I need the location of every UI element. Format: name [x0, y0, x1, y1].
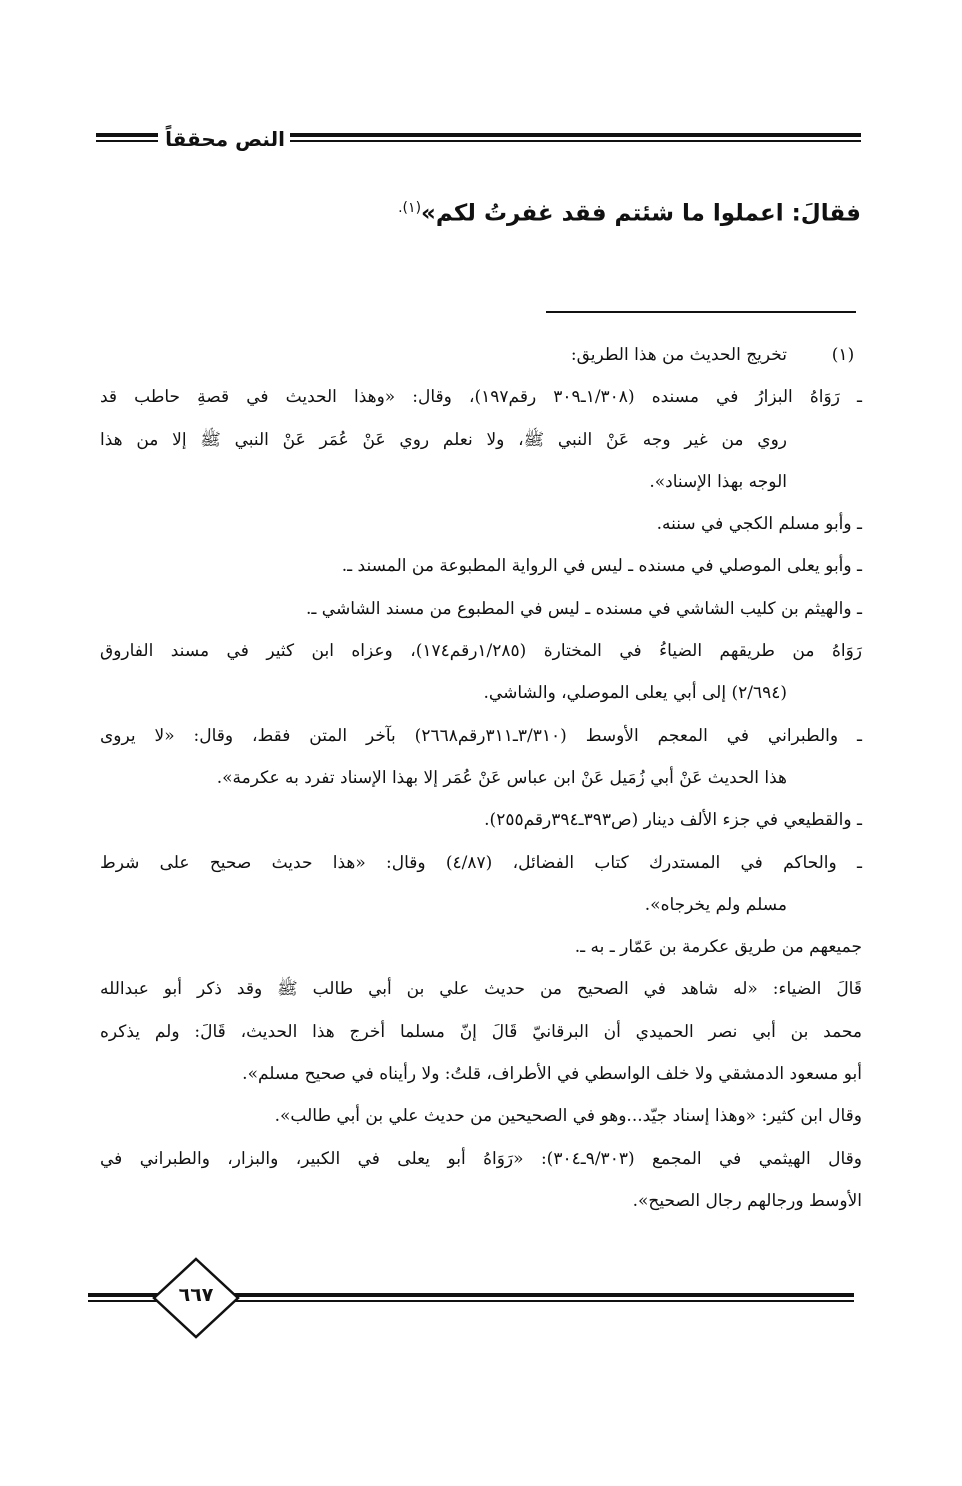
footnote-line: ـ وأبو مسلم الكجي في سننه.: [656, 514, 862, 535]
running-header-title: النص محققاً: [165, 127, 285, 151]
footnote-number: (١): [831, 345, 855, 365]
header-rule-left-thin: [96, 140, 158, 142]
footnote-line: مسلم ولم يخرجاه».: [644, 894, 787, 915]
footnote-line: وقال ابن كثير: «وهذا إسناد جيّد...وهو في الصحيحين من حديث علي بن أبي طالب».: [274, 1106, 862, 1127]
footnote-line: ـ والطبراني في المعجم الأوسط (٣/٣١٠ـ٣١١رقم٢٦٦٨) بآخر المتن فقط، وقال: «لا يروى: [100, 725, 862, 746]
footnote-line: أبو مسعود الدمشقي ولا خلف الواسطي في الأطراف، قلتُ: ولا رأيناه في صحيح مسلم».: [242, 1064, 862, 1085]
footer-rule-right-thick: [234, 1293, 854, 1297]
footer-rule-right-thin: [234, 1300, 854, 1302]
footnote-line: (١) تخريج الحديث من هذا الطريق:: [100, 334, 787, 376]
page-number: ٦٦٧: [178, 1284, 214, 1306]
main-text: [101, 188, 861, 234]
footnote-line: ـ وأبو يعلى الموصلي في مسنده ـ ليس في الرواية المطبوعة من المسند ـ.: [341, 556, 862, 577]
footnote-line: (٢/٦٩٤) إلى أبي يعلى الموصلي، والشاشي.: [483, 683, 787, 704]
footnote-line: الوجه بهذا الإسناد».: [649, 471, 787, 492]
footnotes: [100, 334, 862, 1222]
footnote-reference: (١).: [398, 200, 422, 216]
header-rule-left-thick: [96, 133, 158, 137]
footnote-line: ـ والحاكم في المستدرك كتاب الفضائل، (٤/٨٧) وقال: «هذا حديث صحيح على شرط: [100, 852, 862, 873]
footnote-line: الأوسط ورجالهم رجال الصحيح».: [632, 1190, 862, 1211]
footnote-line: وقال الهيثمي في المجمع (٩/٣٠٣ـ٣٠٤): «رَوَاهُ أبو يعلى في الكبير، والبزار، والطبراني في: [100, 1148, 862, 1169]
header-rule-thick: [290, 133, 861, 137]
footnote-line: رَوَاهُ من طريقهم الضياءُ في المختارة (١/٢٨٥رقم١٧٤)، وعزاه ابن كثير في مسند الفاروق: [100, 641, 862, 662]
footnote-separator: [546, 311, 856, 313]
footnote-line: روي من غير وجه عَنْ النبي ﷺ، ولا نعلم روي عَنْ عُمَر عَنْ النبي ﷺ إلا من هذا: [100, 429, 787, 450]
footnote-line: ـ رَوَاهُ البزارُ في مسنده (١/٣٠٨ـ٣٠٩ رقم١٩٧)، وقال: «وهذا الحديث في قصةِ حاطب قد: [100, 387, 862, 408]
header-rule-thin: [290, 140, 861, 142]
footnote-line: ـ والهيثم بن كليب الشاشي في مسنده ـ ليس في المطبوع من مسند الشاشي ـ.: [306, 598, 862, 619]
footnote-line: قَالَ الضياء: «له شاهد في الصحيح من حديث علي بن أبي طالب ﷺ وقد ذكر أبو عبدالله: [100, 979, 862, 1000]
footnote-line: ـ والقطيعي في جزء الألف دينار (ص٣٩٣ـ٣٩٤رقم٢٥٥).: [484, 810, 862, 831]
footnote-line: جميعهم من طريق عكرمة بن عَمّار ـ به ـ.: [574, 937, 862, 958]
footnote-line: هذا الحديث عَنْ أبي زُمَيل عَنْ ابن عباس عَنْ عُمَر إلا بهذا الإسناد تفرد به عكرمة».: [216, 767, 787, 788]
footnote-line: محمد بن أبي نصر الحميدي أن البرقانيّ قَالَ إنّ مسلما أخرج هذا الحديث، قَالَ: ولم يذكره: [100, 1021, 862, 1042]
main-text-body: فقالَ: اعملوا ما شئتم فقد غفرتُ لكم»: [421, 200, 861, 227]
